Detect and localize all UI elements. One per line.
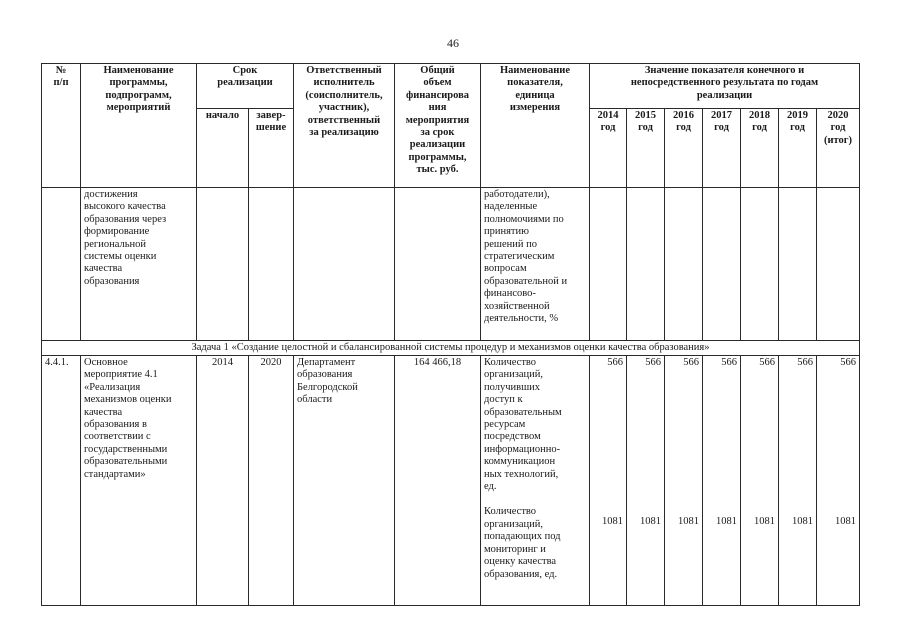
value-cell: 1081: [678, 516, 699, 528]
continuation-indicator: работодатели), наделенные полномочиями по принятию решений по стратегическим вопросам образовательной и финансово- хозяйственной деятельности, %: [481, 188, 590, 341]
task-row: [42, 341, 860, 356]
value-cell: 566: [759, 357, 775, 368]
task-title: Задача 1 «Создание целостной и сбалансированной системы процедур и механизмов оценки качества образования»: [42, 341, 860, 356]
activity-funding: 164 466,18: [395, 356, 481, 606]
cell-empty: [703, 188, 741, 341]
header-term: Срок реализации: [197, 64, 294, 109]
indicator-label: Количество организаций, получивших доступ к образовательным ресурсам посредством информационно- коммуникацион ных технологий, ед.: [484, 357, 562, 493]
cell-empty: [817, 188, 860, 341]
value-cell: 1081: [754, 516, 775, 528]
cell-empty: [627, 188, 665, 341]
header-num: № п/п: [42, 64, 81, 188]
header-end: завер- шение: [249, 109, 294, 188]
value-2015: [627, 356, 665, 606]
cell-empty: [249, 188, 294, 341]
activity-name: Основное мероприятие 4.1 «Реализация механизмов оценки качества образования в соответствии с государственными образовательными стандартами»: [81, 356, 197, 606]
value-cell: 1081: [792, 516, 813, 528]
continuation-row: [42, 188, 860, 341]
cell-empty: [779, 188, 817, 341]
header-executor: Ответственный исполнитель (соисполнитель, участник), ответственный за реализацию: [294, 64, 395, 188]
value-cell: 566: [840, 357, 857, 368]
program-table: [41, 63, 860, 606]
header-indicator: Наименование показателя, единица измерения: [481, 64, 590, 188]
cell-empty: [590, 188, 627, 341]
value-cell: 1081: [835, 516, 857, 528]
value-2014: [590, 356, 627, 606]
value-cell: 566: [683, 357, 699, 368]
value-cell: 566: [607, 357, 623, 368]
value-2019: [779, 356, 817, 606]
value-2018: [741, 356, 779, 606]
continuation-name: достижения высокого качества образования через формирование региональной системы оценки качества образования: [81, 188, 197, 341]
value-cell: 1081: [640, 516, 661, 528]
page-number: 46: [447, 36, 459, 50]
value-cell: 566: [797, 357, 813, 368]
cell-empty: [197, 188, 249, 341]
header-year: 2019 год: [779, 109, 817, 188]
value-cell: 566: [721, 357, 737, 368]
activity-row: [42, 356, 860, 606]
header-year: 2017 год: [703, 109, 741, 188]
header-year: 2015 год: [627, 109, 665, 188]
header-name: Наименование программы, подпрограмм, мероприятий: [81, 64, 197, 188]
header-funding: Общий объем финансирова ния мероприятия за срок реализации программы, тыс. руб.: [395, 64, 481, 188]
activity-end: 2020: [249, 356, 294, 606]
cell-empty: [741, 188, 779, 341]
value-2017: [703, 356, 741, 606]
header-values-title: Значение показателя конечного и непосредственного результата по годам реализации: [590, 64, 860, 109]
header-year: 2020 год (итог): [817, 109, 860, 188]
cell-empty: [42, 188, 81, 341]
header-year: 2018 год: [741, 109, 779, 188]
value-cell: 1081: [602, 516, 623, 528]
cell-empty: [395, 188, 481, 341]
header-year: 2016 год: [665, 109, 703, 188]
value-cell: 1081: [716, 516, 737, 528]
activity-start: 2014: [197, 356, 249, 606]
cell-empty: [294, 188, 395, 341]
indicator-label: Количество организаций, попадающих под мониторинг и оценку качества образования, ед.: [484, 506, 561, 580]
cell-empty: [665, 188, 703, 341]
header-year: 2014 год: [590, 109, 627, 188]
header-row-1: [42, 64, 860, 109]
activity-num: 4.4.1.: [42, 356, 81, 606]
value-2020: [817, 356, 860, 606]
activity-indicators: [481, 356, 590, 606]
value-2016: [665, 356, 703, 606]
activity-executor: Департамент образования Белгородской области: [294, 356, 395, 606]
header-start: начало: [197, 109, 249, 188]
value-cell: 566: [645, 357, 661, 368]
